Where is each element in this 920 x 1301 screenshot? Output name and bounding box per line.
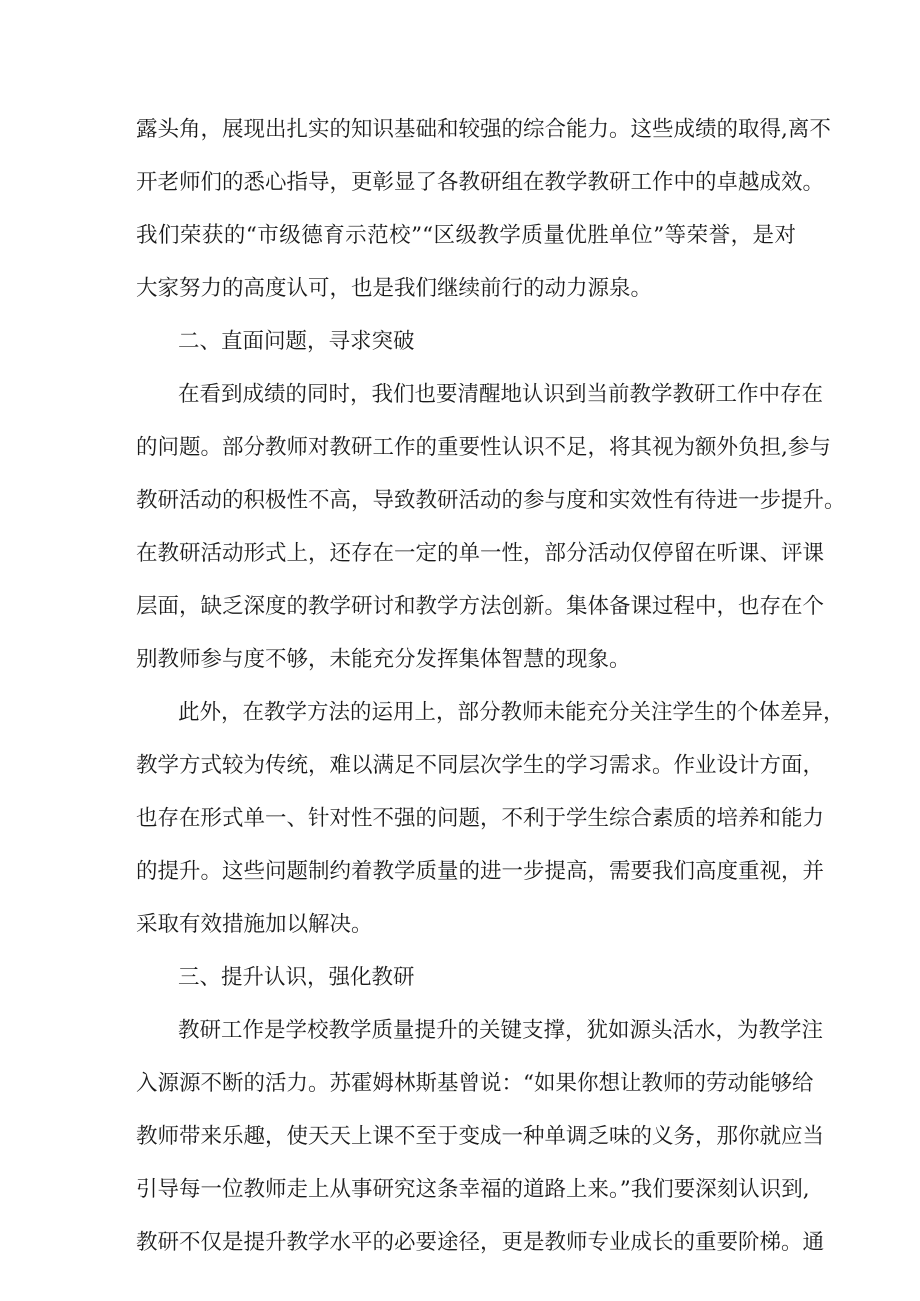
paragraph-line: 引导每一位教师走上从事研究这条幸福的道路上来。”我们要深刻认识到, (136, 1177, 810, 1202)
paragraph-line: 我们荣获的“市级德育示范校”“区级教学质量优胜单位”等荣誉，是对 (136, 223, 797, 248)
paragraph-line: 教研活动的积极性不高，导致教研活动的参与度和实效性有待进一步提升。 (136, 488, 846, 513)
paragraph-line: 露头角，展现出扎实的知识基础和较强的综合能力。这些成绩的取得,离不 (136, 117, 831, 142)
paragraph-line: 别教师参与度不够，未能充分发挥集体智慧的现象。 (136, 647, 631, 672)
paragraph-line: 的提升。这些问题制约着教学质量的进一步提高，需要我们高度重视，并 (136, 859, 825, 884)
paragraph-line: 教师带来乐趣，使天天上课不至于变成一种单调乏味的义务，那你就应当 (136, 1124, 825, 1149)
paragraph-line: 在看到成绩的同时，我们也要清醒地认识到当前教学教研工作中存在 (178, 382, 824, 407)
paragraph-line: 的问题。部分教师对教研工作的重要性认识不足，将其视为额外负担,参与 (136, 435, 831, 460)
paragraph-line: 教研不仅是提升教学水平的必要途径，更是教师专业成长的重要阶梯。通 (136, 1230, 825, 1255)
paragraph-line: 在教研活动形式上，还存在一定的单一性，部分活动仅停留在听课、评课 (136, 541, 825, 566)
paragraph-line: 教学方式较为传统，难以满足不同层次学生的学习需求。作业设计方面， (136, 753, 825, 778)
paragraph-line: 层面，缺乏深度的教学研讨和教学方法创新。集体备课过程中，也存在个 (136, 594, 825, 619)
paragraph-line: 开老师们的悉心指导，更彰显了各教研组在教学教研工作中的卓越成效。 (136, 170, 825, 195)
paragraph-line: 此外，在教学方法的运用上，部分教师未能充分关注学生的个体差异， (178, 700, 845, 725)
paragraph-line: 教研工作是学校教学质量提升的关键支撑，犹如源头活水，为教学注 (178, 1018, 824, 1043)
paragraph-line: 大家努力的高度认可，也是我们继续前行的动力源泉。 (136, 276, 653, 301)
paragraph-line: 入源源不断的活力。苏霍姆林斯基曾说：“如果你想让教师的劳动能够给 (136, 1071, 814, 1096)
section-heading: 二、直面问题，寻求突破 (178, 329, 415, 354)
paragraph-line: 也存在形式单一、针对性不强的问题，不利于学生综合素质的培养和能力 (136, 806, 825, 831)
section-heading: 三、提升认识，强化教研 (178, 965, 415, 990)
paragraph-line: 采取有效措施加以解决。 (136, 912, 373, 937)
